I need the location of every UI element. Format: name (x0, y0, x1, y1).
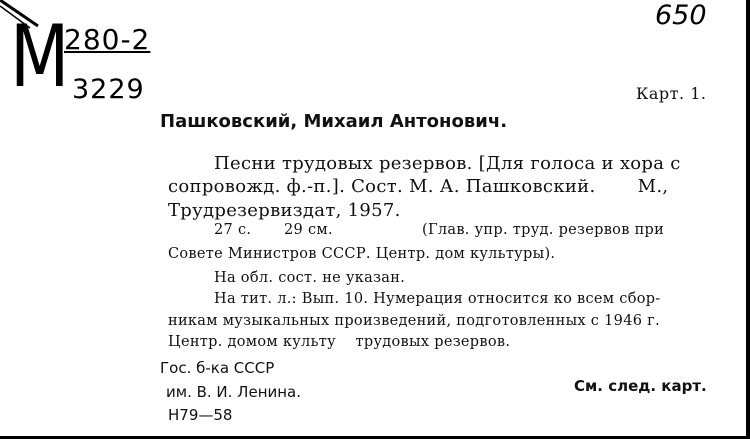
see-next-card: См. след. карт. (574, 377, 707, 395)
collation-size: 29 см. (284, 222, 333, 238)
call-number-shelf-bottom: 3229 (72, 74, 145, 105)
library-code: Н79—58 (168, 406, 233, 424)
note-line: На тит. л.: Вып. 10. Нумерация относится ко всем сбор- (214, 291, 661, 307)
note-line: На обл. сост. не указан. (214, 270, 406, 286)
collation-pages: 27 с. (214, 222, 252, 238)
author-heading: Пашковский, Михаил Антонович. (160, 111, 508, 132)
note-line: Совете Министров СССР. Центр. дом культуры). (168, 246, 556, 262)
scan-border-right (746, 0, 750, 439)
inventory-number: 650 (655, 0, 707, 31)
library-name: им. В. И. Ленина. (166, 383, 302, 401)
note-line: никам музыкальных произведений, подготовленных с 1946 г. (168, 313, 660, 329)
description-line: Трудрезервиздат, 1957. (168, 200, 401, 221)
description-line: Песни трудовых резервов. [Для голоса и хора с (214, 153, 681, 174)
series-note: (Глав. упр. труд. резервов при (422, 222, 665, 238)
note-line: Центр. домом культу трудовых резервов. (168, 334, 511, 350)
description-line: сопровожд. ф.-п.]. Сост. М. А. Пашковский. М., (168, 176, 669, 197)
library-name: Гос. б-ка СССР (160, 359, 275, 377)
call-number-letter: М (10, 7, 70, 107)
card-number: Карт. 1. (636, 84, 707, 103)
call-number-shelf-top: 280-2 (64, 23, 151, 56)
